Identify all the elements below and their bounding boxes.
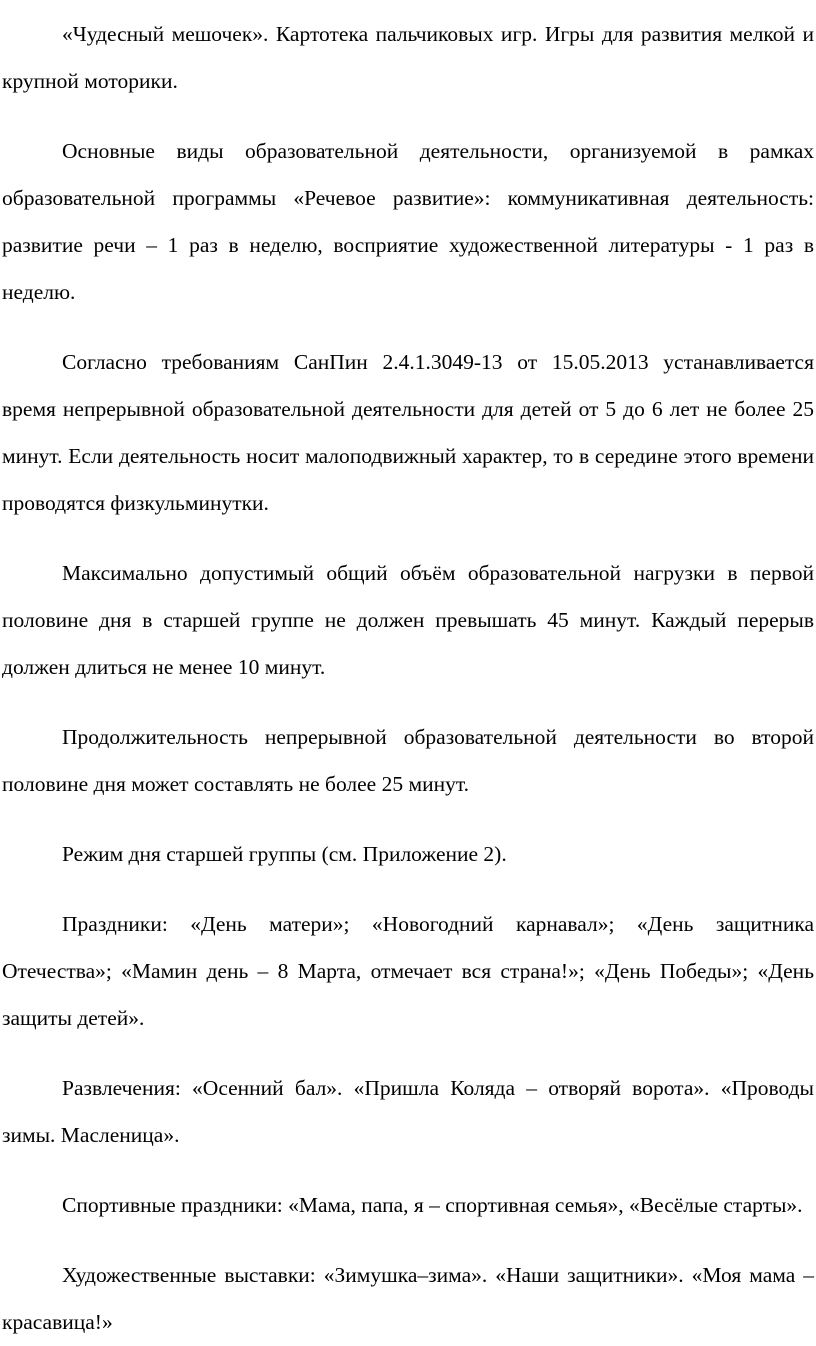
paragraph-entertainment: Развлечения: «Осенний бал». «Пришла Коляда – отворяй ворота». «Проводы зимы. Масленица». <box>2 1076 814 1147</box>
paragraph-sanpin-requirements: Согласно требованиям СанПин 2.4.1.3049-13 от 15.05.2013 устанавливается время непрерывной образовательной деятельности для детей от 5 до 6 лет не более 25 минут. Если деятельность носит малоподвижный характер, то в середине этого времени проводятся физкульминутки. <box>2 350 814 515</box>
paragraph-sports-holidays: Спортивные праздники: «Мама, папа, я – спортивная семья», «Весёлые старты». <box>62 1193 803 1217</box>
paragraph-activity-types: Основные виды образовательной деятельности, организуемой в рамках образовательной программы «Речевое развитие»: коммуникативная деятельность: развитие речи – 1 раз в неделю, восприятие художественной литературы - 1 раз в неделю. <box>2 139 814 304</box>
paragraph-art-exhibitions: Художественные выставки: «Зимушка–зима». «Наши защитники». «Моя мама – красавица!» <box>2 1263 814 1334</box>
paragraph-max-load: Максимально допустимый общий объём образовательной нагрузки в первой половине дня в старшей группе не должен превышать 45 минут. Каждый перерыв должен длиться не менее 10 минут. <box>2 561 814 679</box>
paragraph-finger-games: «Чудесный мешочек». Картотека пальчиковых игр. Игры для развития мелкой и крупной моторики. <box>2 22 814 93</box>
paragraph-daily-schedule: Режим дня старшей группы (см. Приложение 2). <box>62 842 507 866</box>
paragraph-holidays: Праздники: «День матери»; «Новогодний карнавал»; «День защитника Отечества»; «Мамин день – 8 Марта, отмечает вся страна!»; «День Победы»; «День защиты детей». <box>2 912 814 1030</box>
paragraph-afternoon-duration: Продолжительность непрерывной образовательной деятельности во второй половине дня может составлять не более 25 минут. <box>2 725 814 796</box>
